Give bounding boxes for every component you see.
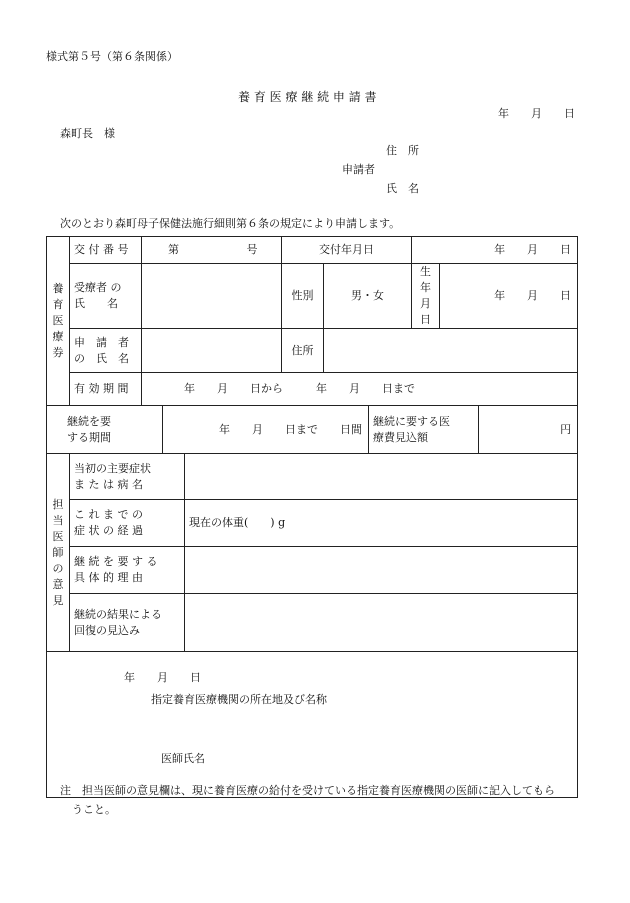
form-number: 様式第５号（第６条関係）	[46, 50, 178, 63]
initial-symptoms-row	[47, 454, 578, 500]
issue-number-field[interactable]	[142, 237, 282, 264]
applicant-name-label: 申 請 者 の 氏 名	[70, 329, 142, 373]
birth-date-label: 生年 月日	[412, 264, 440, 329]
applicant-name-field[interactable]	[142, 329, 282, 373]
prospect-label: 継続の結果による 回復の見込み	[70, 594, 185, 652]
progress-row	[47, 500, 578, 547]
reason-field[interactable]	[185, 547, 578, 594]
gender-label: 性別	[282, 264, 324, 329]
estimated-cost-field[interactable]: 円	[479, 406, 578, 454]
addressee: 森町長 様	[60, 127, 115, 140]
patient-name-field[interactable]	[142, 264, 282, 329]
certificate-section-label: 養 育 医 療 券	[47, 237, 70, 406]
applicant-name-label: 氏 名	[386, 182, 419, 195]
continuation-row	[47, 406, 578, 454]
patient-name-label: 受療者 の 氏 名	[70, 264, 142, 329]
prospect-field[interactable]	[185, 594, 578, 652]
address-label: 住所	[282, 329, 324, 373]
issue-number-row	[47, 237, 578, 264]
estimated-cost-label: 継続に要する医 療費見込額	[369, 406, 479, 454]
issue-number-prefix: 第	[168, 243, 179, 256]
prospect-row	[47, 594, 578, 652]
institution-label: 指定養育医療機関の所在地及び名称	[151, 693, 327, 706]
validity-field[interactable]: 年 月 日から 年 月 日まで	[142, 373, 578, 406]
address-field[interactable]	[324, 329, 578, 373]
progress-label: こ れ ま で の 症 状 の 経 過	[70, 500, 185, 547]
signature-block	[47, 652, 578, 798]
application-form-table	[46, 236, 578, 798]
reason-label: 継 続 を 要 す る 具 体 的 理 由	[70, 547, 185, 594]
doctor-opinion-section-label: 担 当 医 師 の 意 見	[47, 454, 70, 652]
issue-date-field[interactable]: 年 月 日	[412, 237, 578, 264]
issue-date-label: 交付年月日	[282, 237, 412, 264]
issue-number-label: 交 付 番 号	[70, 237, 142, 264]
validity-row	[47, 373, 578, 406]
footnote-line-2: うこと。	[72, 803, 116, 816]
footnote-line-1: 注 担当医師の意見欄は、現に養育医療の給付を受けている指定養育医療機関の医師に記入してもら	[60, 784, 555, 797]
initial-symptoms-label: 当初の主要症状 ま た は 病 名	[70, 454, 185, 500]
intro-text: 次のとおり森町母子保健法施行細則第６条の規定により申請します。	[60, 217, 401, 230]
application-date: 年 月 日	[498, 107, 575, 120]
continuation-period-label: 継続を要 する期間	[47, 406, 163, 454]
signature-row	[47, 652, 578, 798]
progress-field[interactable]	[185, 500, 578, 547]
applicant-label: 申請者	[342, 163, 375, 176]
applicant-address-label: 住 所	[386, 144, 419, 157]
initial-symptoms-field[interactable]	[185, 454, 578, 500]
reason-row	[47, 547, 578, 594]
continuation-period-field[interactable]: 年 月 日まで 日間	[163, 406, 369, 454]
doctor-name-label: 医師氏名	[161, 752, 205, 765]
page-title: 養 育 医 療 継 続 申 請 書	[238, 90, 377, 104]
current-weight-label: 現在の体重( ) g	[189, 516, 286, 529]
signature-date[interactable]: 年 月 日	[124, 671, 201, 684]
validity-label: 有 効 期 間	[70, 373, 142, 406]
applicant-name-row	[47, 329, 578, 373]
issue-number-suffix: 号	[246, 243, 258, 256]
gender-field[interactable]: 男・女	[324, 264, 412, 329]
patient-name-row	[47, 264, 578, 329]
birth-date-field[interactable]: 年 月 日	[440, 264, 578, 329]
